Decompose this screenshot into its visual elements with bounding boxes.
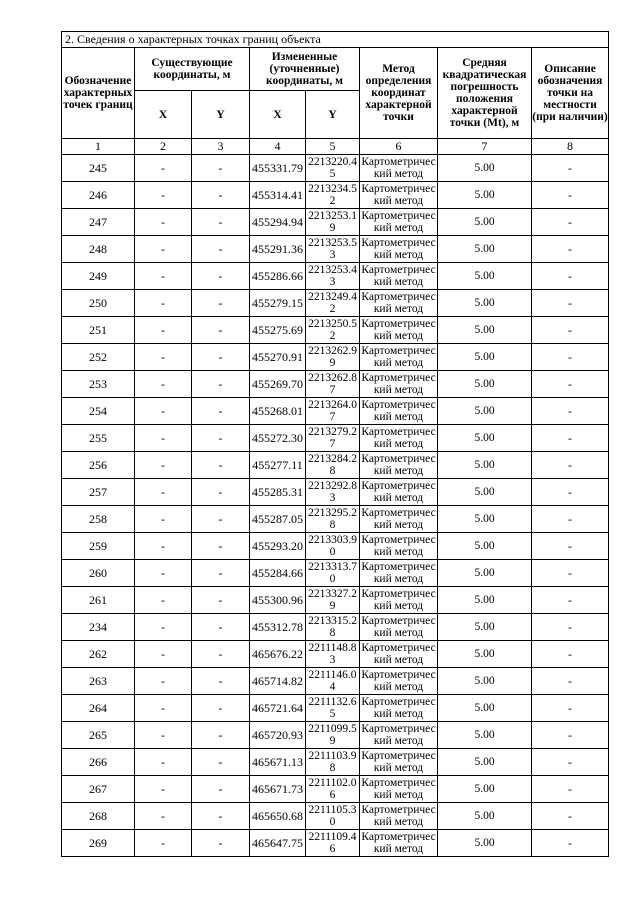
existing-y-cell: - — [192, 533, 250, 560]
changed-x-cell: 455291.36 — [250, 236, 306, 263]
method-cell: Картометрический метод — [361, 696, 436, 720]
column-number: 7 — [438, 139, 532, 155]
description-cell: - — [532, 587, 609, 614]
existing-x-cell: - — [135, 560, 192, 587]
method-cell: Картометрический метод — [361, 345, 436, 369]
point-number-cell: 246 — [62, 182, 135, 209]
column-number: 5 — [306, 139, 360, 155]
table-row — [62, 344, 609, 371]
description-cell: - — [532, 425, 609, 452]
method-cell: Картометрический метод — [361, 777, 436, 801]
header-point-designation: Обозначение характерных точек границ — [62, 48, 135, 139]
existing-x-cell: - — [135, 209, 192, 236]
changed-x-cell: 455272.30 — [250, 425, 306, 452]
point-number-cell: 234 — [62, 614, 135, 641]
table-row — [62, 155, 609, 182]
description-cell: - — [532, 533, 609, 560]
changed-y-cell: 2213253.19 — [306, 209, 360, 236]
method-cell: Картометрический метод — [361, 804, 436, 828]
column-number: 6 — [360, 139, 438, 155]
mt-error-cell: 5.00 — [438, 209, 532, 236]
table-row — [62, 263, 609, 290]
description-cell: - — [532, 317, 609, 344]
changed-x-cell: 455287.05 — [250, 506, 306, 533]
changed-x-cell: 455268.01 — [250, 398, 306, 425]
existing-x-cell: - — [135, 290, 192, 317]
description-cell: - — [532, 263, 609, 290]
point-number-cell: 263 — [62, 668, 135, 695]
existing-x-cell: - — [135, 533, 192, 560]
table-row — [62, 398, 609, 425]
description-cell: - — [532, 668, 609, 695]
mt-error-cell: 5.00 — [438, 668, 532, 695]
existing-x-cell: - — [135, 425, 192, 452]
existing-x-cell: - — [135, 614, 192, 641]
point-number-cell: 266 — [62, 749, 135, 776]
existing-x-cell: - — [135, 668, 192, 695]
existing-x-cell: - — [135, 803, 192, 830]
changed-y-cell: 2213279.27 — [306, 425, 360, 452]
column-number: 4 — [250, 139, 306, 155]
description-cell: - — [532, 209, 609, 236]
changed-y-cell: 2211132.65 — [306, 695, 360, 722]
table-row — [62, 749, 609, 776]
changed-x-cell: 455277.11 — [250, 452, 306, 479]
table-row — [62, 479, 609, 506]
changed-y-cell: 2213253.53 — [306, 236, 360, 263]
method-cell: Картометрический метод — [361, 426, 436, 450]
existing-y-cell: - — [192, 560, 250, 587]
changed-x-cell: 465671.73 — [250, 776, 306, 803]
description-cell: - — [532, 398, 609, 425]
changed-y-cell: 2213262.99 — [306, 344, 360, 371]
changed-y-cell: 2211099.59 — [306, 722, 360, 749]
point-number-cell: 247 — [62, 209, 135, 236]
description-cell: - — [532, 749, 609, 776]
changed-y-cell: 2213315.28 — [306, 614, 360, 641]
existing-y-cell: - — [192, 425, 250, 452]
existing-y-cell: - — [192, 344, 250, 371]
changed-x-cell: 455293.20 — [250, 533, 306, 560]
description-cell: - — [532, 776, 609, 803]
table-row — [62, 236, 609, 263]
method-cell: Картометрический метод — [361, 318, 436, 342]
existing-y-cell: - — [192, 479, 250, 506]
mt-error-cell: 5.00 — [438, 344, 532, 371]
changed-x-cell: 455270.91 — [250, 344, 306, 371]
existing-y-cell: - — [192, 722, 250, 749]
existing-y-cell: - — [192, 263, 250, 290]
point-number-cell: 269 — [62, 830, 135, 857]
existing-y-cell: - — [192, 398, 250, 425]
method-cell: Картометрический метод — [361, 723, 436, 747]
table-row — [62, 371, 609, 398]
mt-error-cell: 5.00 — [438, 290, 532, 317]
header-changed-coordinates: Измененные (уточненные) координаты, м — [250, 48, 360, 91]
boundary-points-table — [61, 31, 609, 857]
mt-error-cell: 5.00 — [438, 317, 532, 344]
changed-y-cell: 2211105.30 — [306, 803, 360, 830]
existing-x-cell: - — [135, 371, 192, 398]
table-row — [62, 182, 609, 209]
existing-x-cell: - — [135, 317, 192, 344]
table-row — [62, 452, 609, 479]
mt-error-cell: 5.00 — [438, 182, 532, 209]
column-number: 1 — [62, 139, 135, 155]
mt-error-cell: 5.00 — [438, 722, 532, 749]
point-number-cell: 248 — [62, 236, 135, 263]
changed-y-cell: 2213234.52 — [306, 182, 360, 209]
point-number-cell: 268 — [62, 803, 135, 830]
existing-x-cell: - — [135, 749, 192, 776]
mt-error-cell: 5.00 — [438, 695, 532, 722]
point-number-cell: 255 — [62, 425, 135, 452]
method-cell: Картометрический метод — [361, 642, 436, 666]
mt-error-cell: 5.00 — [438, 560, 532, 587]
header-existing-x: X — [135, 91, 192, 139]
point-number-cell: 249 — [62, 263, 135, 290]
mt-error-cell: 5.00 — [438, 371, 532, 398]
existing-y-cell: - — [192, 749, 250, 776]
existing-y-cell: - — [192, 452, 250, 479]
mt-error-cell: 5.00 — [438, 803, 532, 830]
existing-x-cell: - — [135, 236, 192, 263]
column-number: 2 — [135, 139, 192, 155]
mt-error-cell: 5.00 — [438, 479, 532, 506]
existing-x-cell: - — [135, 452, 192, 479]
existing-y-cell: - — [192, 668, 250, 695]
existing-y-cell: - — [192, 209, 250, 236]
table-body — [62, 155, 609, 857]
point-number-cell: 267 — [62, 776, 135, 803]
method-cell: Картометрический метод — [361, 453, 436, 477]
mt-error-cell: 5.00 — [438, 533, 532, 560]
existing-x-cell: - — [135, 263, 192, 290]
existing-y-cell: - — [192, 236, 250, 263]
existing-y-cell: - — [192, 830, 250, 857]
description-cell: - — [532, 695, 609, 722]
table-row — [62, 830, 609, 857]
existing-y-cell: - — [192, 317, 250, 344]
column-number-row — [62, 139, 609, 155]
existing-x-cell: - — [135, 641, 192, 668]
description-cell: - — [532, 641, 609, 668]
changed-x-cell: 465720.93 — [250, 722, 306, 749]
existing-x-cell: - — [135, 398, 192, 425]
table-row — [62, 668, 609, 695]
changed-y-cell: 2213313.70 — [306, 560, 360, 587]
changed-y-cell: 2213253.43 — [306, 263, 360, 290]
column-number: 8 — [532, 139, 609, 155]
description-cell: - — [532, 290, 609, 317]
existing-x-cell: - — [135, 155, 192, 182]
changed-y-cell: 2213284.28 — [306, 452, 360, 479]
changed-y-cell: 2213292.83 — [306, 479, 360, 506]
description-cell: - — [532, 182, 609, 209]
changed-x-cell: 455269.70 — [250, 371, 306, 398]
method-cell: Картометрический метод — [361, 507, 436, 531]
point-number-cell: 261 — [62, 587, 135, 614]
description-cell: - — [532, 560, 609, 587]
existing-y-cell: - — [192, 776, 250, 803]
existing-x-cell: - — [135, 695, 192, 722]
existing-y-cell: - — [192, 506, 250, 533]
changed-x-cell: 455294.94 — [250, 209, 306, 236]
method-cell: Картометрический метод — [361, 831, 436, 855]
section-title: 2. Сведения о характерных точках границ объекта — [62, 32, 609, 48]
changed-y-cell: 2211103.98 — [306, 749, 360, 776]
point-number-cell: 262 — [62, 641, 135, 668]
changed-y-cell: 2211102.06 — [306, 776, 360, 803]
method-cell: Картометрический метод — [361, 372, 436, 396]
changed-x-cell: 455312.78 — [250, 614, 306, 641]
changed-x-cell: 455300.96 — [250, 587, 306, 614]
table-row — [62, 695, 609, 722]
changed-x-cell: 465671.13 — [250, 749, 306, 776]
mt-error-cell: 5.00 — [438, 614, 532, 641]
method-cell: Картометрический метод — [361, 588, 436, 612]
header-description: Описание обозначения точки на местности (при наличии) — [532, 48, 609, 139]
description-cell: - — [532, 803, 609, 830]
changed-x-cell: 455275.69 — [250, 317, 306, 344]
changed-x-cell: 465721.64 — [250, 695, 306, 722]
existing-y-cell: - — [192, 695, 250, 722]
table-row — [62, 533, 609, 560]
existing-x-cell: - — [135, 344, 192, 371]
existing-x-cell: - — [135, 587, 192, 614]
table-row — [62, 722, 609, 749]
method-cell: Картометрический метод — [361, 399, 436, 423]
changed-x-cell: 455314.41 — [250, 182, 306, 209]
point-number-cell: 256 — [62, 452, 135, 479]
method-cell: Картометрический метод — [361, 264, 436, 288]
table-row — [62, 587, 609, 614]
method-cell: Картометрический метод — [361, 156, 436, 180]
changed-y-cell: 2213303.90 — [306, 533, 360, 560]
table-row — [62, 614, 609, 641]
point-number-cell: 250 — [62, 290, 135, 317]
changed-y-cell: 2211109.46 — [306, 830, 360, 857]
point-number-cell: 252 — [62, 344, 135, 371]
table-row — [62, 425, 609, 452]
table-row — [62, 506, 609, 533]
table-row — [62, 317, 609, 344]
method-cell: Картометрический метод — [361, 561, 436, 585]
header-existing-coordinates: Существующие координаты, м — [135, 48, 250, 91]
point-number-cell: 253 — [62, 371, 135, 398]
table-row — [62, 560, 609, 587]
description-cell: - — [532, 371, 609, 398]
point-number-cell: 265 — [62, 722, 135, 749]
mt-error-cell: 5.00 — [438, 506, 532, 533]
table-row — [62, 776, 609, 803]
changed-y-cell: 2211148.83 — [306, 641, 360, 668]
description-cell: - — [532, 155, 609, 182]
header-changed-x: X — [250, 91, 306, 139]
existing-y-cell: - — [192, 803, 250, 830]
method-cell: Картометрический метод — [361, 480, 436, 504]
changed-y-cell: 2213220.45 — [306, 155, 360, 182]
description-cell: - — [532, 722, 609, 749]
changed-x-cell: 455286.66 — [250, 263, 306, 290]
table-row — [62, 290, 609, 317]
mt-error-cell: 5.00 — [438, 236, 532, 263]
column-number: 3 — [192, 139, 250, 155]
method-cell: Картометрический метод — [361, 237, 436, 261]
description-cell: - — [532, 452, 609, 479]
existing-y-cell: - — [192, 155, 250, 182]
changed-x-cell: 455331.79 — [250, 155, 306, 182]
method-cell: Картометрический метод — [361, 534, 436, 558]
point-number-cell: 258 — [62, 506, 135, 533]
changed-x-cell: 465647.75 — [250, 830, 306, 857]
boundary-points-sheet — [61, 31, 608, 857]
changed-x-cell: 455285.31 — [250, 479, 306, 506]
existing-x-cell: - — [135, 830, 192, 857]
mt-error-cell: 5.00 — [438, 398, 532, 425]
changed-y-cell: 2213262.87 — [306, 371, 360, 398]
mt-error-cell: 5.00 — [438, 425, 532, 452]
point-number-cell: 254 — [62, 398, 135, 425]
point-number-cell: 264 — [62, 695, 135, 722]
changed-y-cell: 2213264.07 — [306, 398, 360, 425]
existing-y-cell: - — [192, 641, 250, 668]
point-number-cell: 245 — [62, 155, 135, 182]
mt-error-cell: 5.00 — [438, 749, 532, 776]
method-cell: Картометрический метод — [361, 615, 436, 639]
existing-x-cell: - — [135, 182, 192, 209]
existing-y-cell: - — [192, 290, 250, 317]
header-existing-y: Y — [192, 91, 250, 139]
existing-y-cell: - — [192, 182, 250, 209]
header-mt-error: Средняя квадратическая погрешность положения характерной точки (Mt), м — [438, 48, 532, 139]
method-cell: Картометрический метод — [361, 183, 436, 207]
changed-y-cell: 2211146.04 — [306, 668, 360, 695]
existing-x-cell: - — [135, 506, 192, 533]
table-row — [62, 803, 609, 830]
existing-y-cell: - — [192, 371, 250, 398]
mt-error-cell: 5.00 — [438, 155, 532, 182]
method-cell: Картометрический метод — [361, 291, 436, 315]
table-row — [62, 209, 609, 236]
description-cell: - — [532, 344, 609, 371]
changed-y-cell: 2213327.29 — [306, 587, 360, 614]
changed-y-cell: 2213295.28 — [306, 506, 360, 533]
mt-error-cell: 5.00 — [438, 263, 532, 290]
changed-y-cell: 2213250.52 — [306, 317, 360, 344]
description-cell: - — [532, 614, 609, 641]
point-number-cell: 260 — [62, 560, 135, 587]
existing-x-cell: - — [135, 722, 192, 749]
description-cell: - — [532, 479, 609, 506]
existing-y-cell: - — [192, 587, 250, 614]
existing-x-cell: - — [135, 776, 192, 803]
point-number-cell: 257 — [62, 479, 135, 506]
method-cell: Картометрический метод — [361, 750, 436, 774]
existing-y-cell: - — [192, 614, 250, 641]
changed-x-cell: 465676.22 — [250, 641, 306, 668]
changed-y-cell: 2213249.42 — [306, 290, 360, 317]
changed-x-cell: 465650.68 — [250, 803, 306, 830]
mt-error-cell: 5.00 — [438, 641, 532, 668]
mt-error-cell: 5.00 — [438, 776, 532, 803]
method-cell: Картометрический метод — [361, 210, 436, 234]
mt-error-cell: 5.00 — [438, 587, 532, 614]
description-cell: - — [532, 236, 609, 263]
description-cell: - — [532, 506, 609, 533]
description-cell: - — [532, 830, 609, 857]
existing-x-cell: - — [135, 479, 192, 506]
header-method: Метод определения координат характерной точки — [360, 48, 438, 139]
point-number-cell: 259 — [62, 533, 135, 560]
mt-error-cell: 5.00 — [438, 830, 532, 857]
point-number-cell: 251 — [62, 317, 135, 344]
header-changed-y: Y — [306, 91, 360, 139]
changed-x-cell: 455284.66 — [250, 560, 306, 587]
method-cell: Картометрический метод — [361, 669, 436, 693]
table-row — [62, 641, 609, 668]
changed-x-cell: 455279.15 — [250, 290, 306, 317]
changed-x-cell: 465714.82 — [250, 668, 306, 695]
mt-error-cell: 5.00 — [438, 452, 532, 479]
